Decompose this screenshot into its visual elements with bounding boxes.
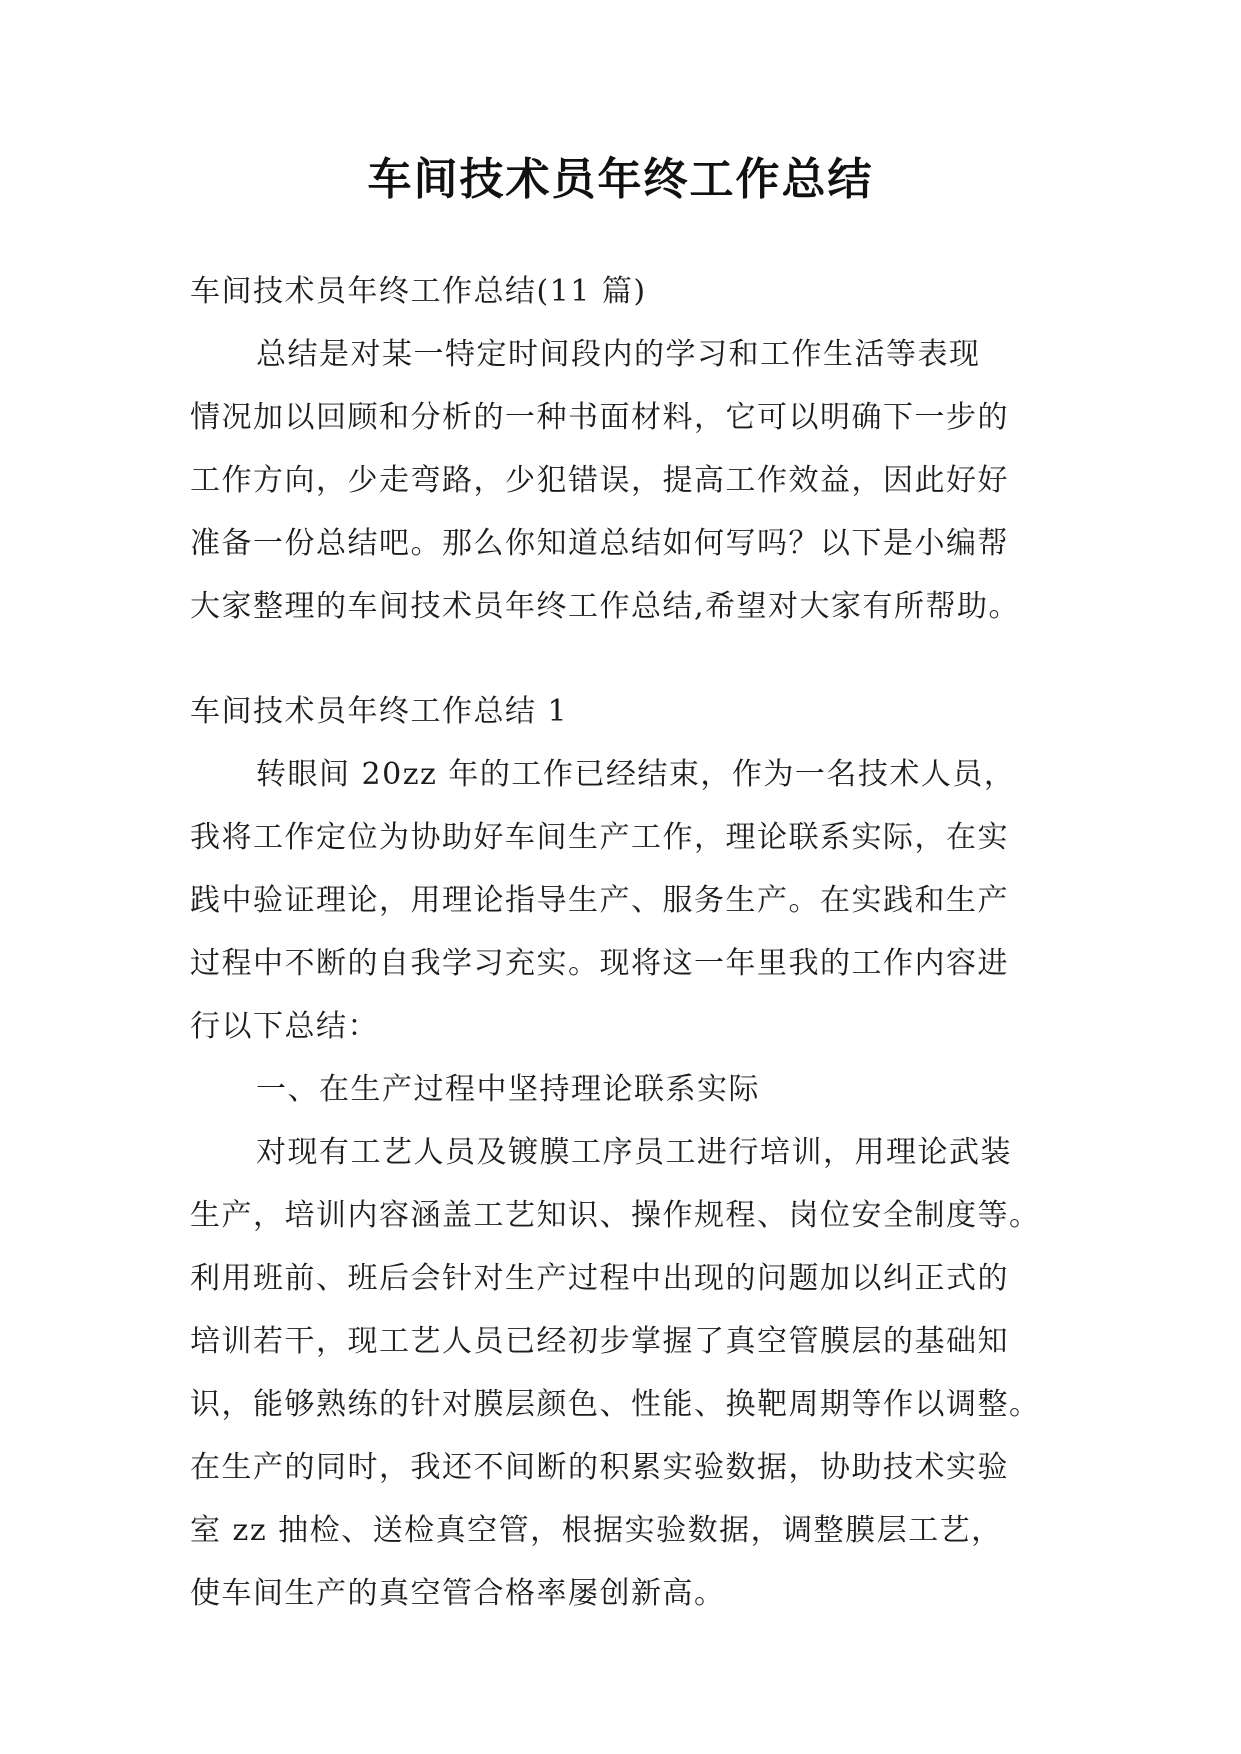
paragraph-line: 过程中不断的自我学习充实。现将这一年里我的工作内容进: [190, 946, 1009, 981]
paragraph-line: 识，能够熟练的针对膜层颜色、性能、换靶周期等作以调整。: [190, 1387, 1041, 1422]
paragraph-line: 总结是对某一特定时间段内的学习和工作生活等表现: [256, 337, 981, 372]
paragraph-line: 对现有工艺人员及镀膜工序员工进行培训，用理论武装: [256, 1135, 1012, 1170]
section-paragraph: [190, 743, 1056, 1058]
paragraph-line: 大家整理的车间技术员年终工作总结,希望对大家有所帮助。: [190, 589, 1021, 624]
paragraph-line: 培训若干，现工艺人员已经初步掌握了真空管膜层的基础知: [190, 1324, 1009, 1359]
paragraph-line: 我将工作定位为协助好车间生产工作，理论联系实际，在实: [190, 820, 1009, 855]
intro-heading: 车间技术员年终工作总结(11 篇): [190, 274, 647, 309]
section-heading: 车间技术员年终工作总结 1: [190, 694, 569, 729]
section-paragraph: [190, 1121, 1056, 1625]
paragraph-line: 践中验证理论，用理论指导生产、服务生产。在实践和生产: [190, 883, 1009, 918]
intro-paragraph: [190, 323, 1056, 638]
section-spacer: [190, 638, 1056, 680]
section-subheading: 一、在生产过程中坚持理论联系实际: [256, 1072, 760, 1107]
paragraph-line: 工作方向，少走弯路，少犯错误，提高工作效益，因此好好: [190, 463, 1009, 498]
paragraph-line: 利用班前、班后会针对生产过程中出现的问题加以纠正式的: [190, 1261, 1009, 1296]
paragraph-line: 情况加以回顾和分析的一种书面材料，它可以明确下一步的: [190, 400, 1009, 435]
document-title: 车间技术员年终工作总结: [367, 154, 874, 205]
paragraph-line: 室 zz 抽检、送检真空管，根据实验数据，调整膜层工艺，: [190, 1513, 1003, 1548]
paragraph-line: 行以下总结：: [190, 1009, 379, 1044]
paragraph-line: 使车间生产的真空管合格率屡创新高。: [190, 1576, 726, 1611]
paragraph-line: 生产，培训内容涵盖工艺知识、操作规程、岗位安全制度等。: [190, 1198, 1041, 1233]
document-body: [190, 260, 1056, 1625]
paragraph-line: 准备一份总结吧。那么你知道总结如何写吗？以下是小编帮: [190, 526, 1009, 561]
paragraph-line: 在生产的同时，我还不间断的积累实验数据，协助技术实验: [190, 1450, 1009, 1485]
paragraph-line: 转眼间 20zz 年的工作已经结束，作为一名技术人员，: [256, 757, 1016, 792]
